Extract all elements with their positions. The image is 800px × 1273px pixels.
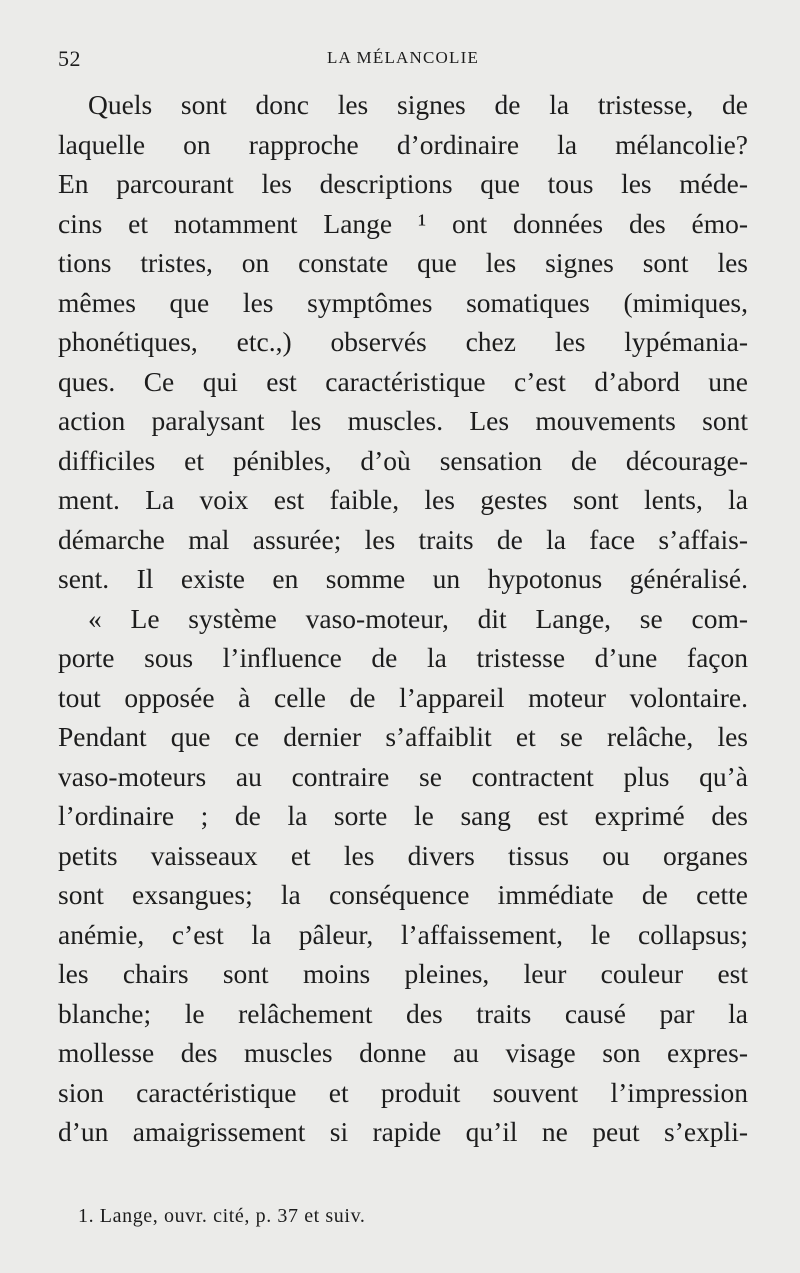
text-line: sent. Il existe en somme un hypotonus généralisé. [58, 563, 748, 594]
text-line: sont exsangues; la conséquence immédiate de cette [58, 879, 748, 910]
text-line: sion caractéristique et produit souvent l’impression [58, 1076, 748, 1108]
page-number: 52 [58, 46, 81, 71]
text-line: phonétiques, etc.,) observés chez les lypémania- [58, 326, 748, 357]
text-line: difficiles et pénibles, d’où sensation de décourage- [58, 444, 748, 476]
text-line: ques. Ce qui est caractéristique c’est d’abord une [58, 365, 748, 397]
text-line: cins et notamment Lange ¹ ont données des émo- [58, 207, 748, 239]
running-title: LA MÉLANCOLIE [326, 48, 480, 67]
body-text [58, 85, 748, 1152]
text-line: tout opposée à celle de l’appareil moteur volontaire. [58, 681, 748, 713]
text-line: démarche mal assurée; les traits de la face s’affais- [58, 523, 748, 555]
footnote: 1. Lange, ouvr. cité, p. 37 et suiv. [78, 1205, 366, 1227]
text-line: les chairs sont moins pleines, leur couleur est [58, 958, 748, 989]
text-line: ment. La voix est faible, les gestes sont lents, la [58, 484, 748, 515]
text-line: mêmes que les symptômes somatiques (mimiques, [58, 286, 748, 318]
running-head [58, 44, 748, 74]
text-line: anémie, c’est la pâleur, l’affaissement, le collapsus; [58, 918, 748, 950]
text-line: vaso-moteurs au contraire se contractent plus qu’à [58, 760, 748, 792]
text-line: laquelle on rapproche d’ordinaire la mélancolie? [58, 128, 748, 160]
text-line: action paralysant les muscles. Les mouvements sont [58, 405, 748, 436]
text-line: porte sous l’influence de la tristesse d’une façon [58, 642, 748, 673]
text-line: tions tristes, on constate que les signes sont les [58, 247, 748, 278]
text-line: l’ordinaire ; de la sorte le sang est exprimé des [58, 800, 748, 831]
text-line: blanche; le relâchement des traits causé par la [58, 997, 748, 1029]
text-line: d’un amaigrissement si rapide qu’il ne peut s’expli- [58, 1116, 748, 1147]
text-line: « Le système vaso-moteur, dit Lange, se com- [88, 602, 748, 634]
text-line: En parcourant les descriptions que tous les méde- [58, 168, 748, 199]
text-line: petits vaisseaux et les divers tissus ou organes [58, 839, 748, 871]
text-line: Pendant que ce dernier s’affaiblit et se relâche, les [58, 721, 748, 752]
text-line: mollesse des muscles donne au visage son expres- [58, 1037, 748, 1068]
text-line: Quels sont donc les signes de la tristesse, de [88, 89, 748, 120]
